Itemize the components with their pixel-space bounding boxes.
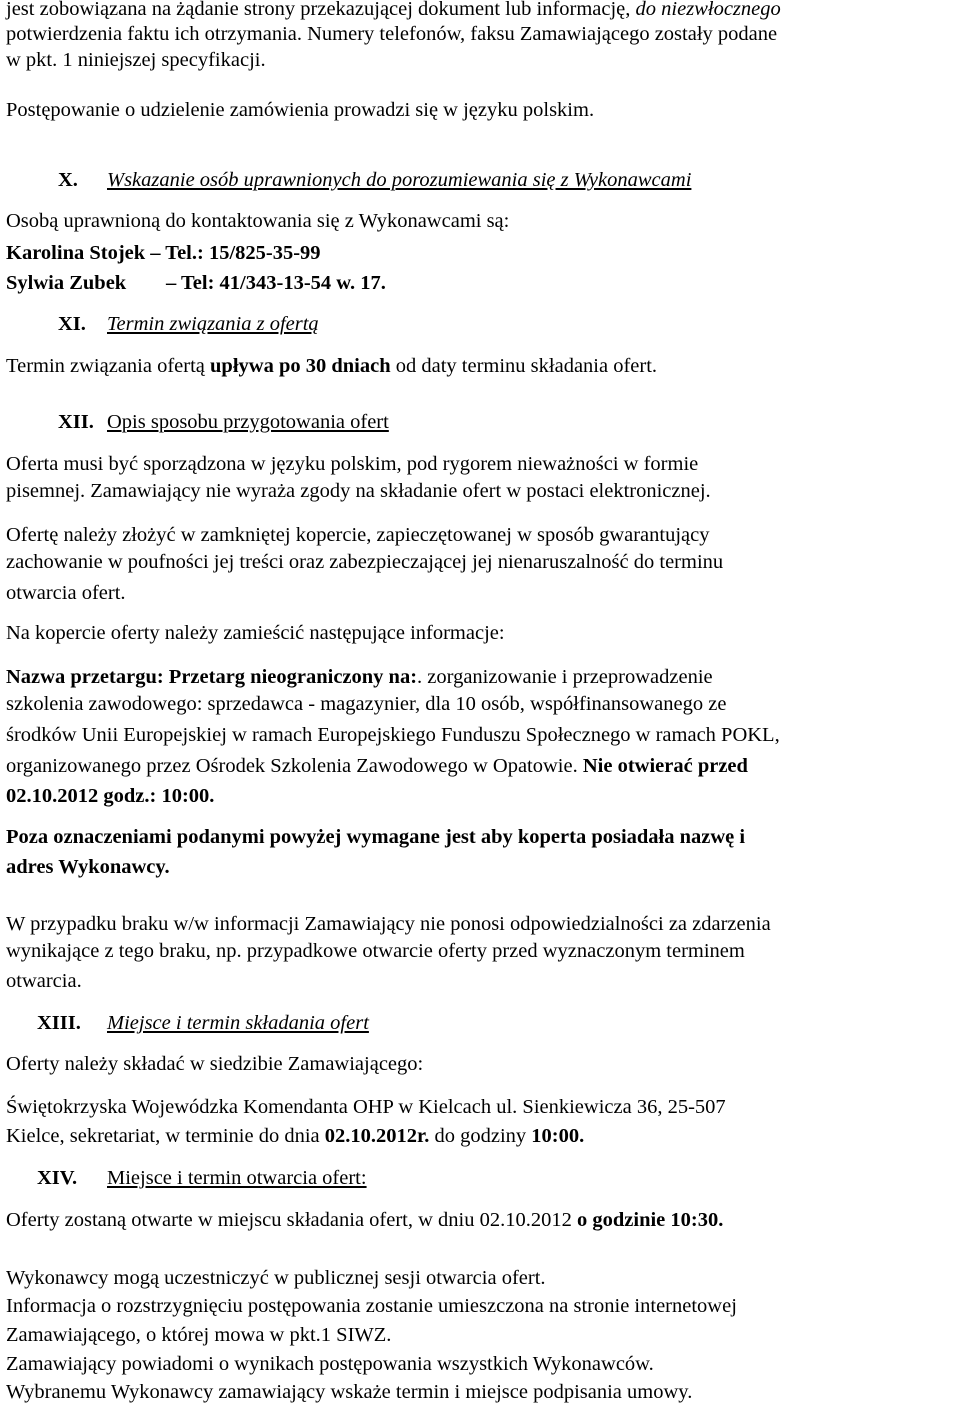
text-part: Termin związania ofertą [6, 355, 211, 377]
section-title: Miejsce i termin składania ofert [107, 1012, 369, 1034]
section-x-heading [58, 167, 691, 194]
intro-line-3: w pkt. 1 niniejszej specyfikacji. [6, 49, 266, 71]
text-emphasis: Nie otwierać przed [582, 755, 748, 777]
intro-line-4: Postępowanie o udzielenie zamówienia prowadzi się w języku polskim. [6, 99, 595, 121]
section-xii-p4-l1 [6, 664, 713, 691]
section-xi-text [6, 353, 657, 380]
text-part: od daty terminu składania ofert. [390, 355, 658, 377]
section-xiv-p4: Zamawiający powiadomi o wynikach postępowania wszystkich Wykonawców. [6, 1353, 654, 1375]
deadline-time: 10:00. [531, 1125, 585, 1147]
intro-text: jest zobowiązana na żądanie strony przekazującej dokument lub informację, [6, 0, 636, 20]
section-xii-p1-l2: pisemnej. Zamawiający nie wyraża zgody na składanie ofert w postaci elektronicznej. [6, 480, 711, 502]
text-part: do godziny [429, 1125, 532, 1147]
section-number: XII. [58, 411, 94, 433]
contact-1: Karolina Stojek – Tel.: 15/825-35-99 [6, 242, 321, 264]
section-xii-p5-l1: Poza oznaczeniami podanymi powyżej wymagane jest aby koperta posiadała nazwę i [6, 826, 746, 848]
text-part: organizowanego przez Ośrodek Szkolenia Zawodowego w Opatowie. [6, 755, 583, 777]
tender-name-text: . zorganizowanie i przeprowadzenie [417, 666, 713, 688]
section-number: XIII. [37, 1012, 81, 1034]
section-number: X. [58, 169, 78, 191]
deadline-date: 02.10.2012r. [324, 1125, 430, 1147]
section-xii-p5-l2: adres Wykonawcy. [6, 856, 170, 878]
intro-line-2: potwierdzenia faktu ich otrzymania. Numery telefonów, faksu Zamawiającego zostały podane [6, 23, 778, 45]
section-number: XIV. [37, 1167, 78, 1189]
section-title: Termin związania z ofertą [107, 313, 319, 335]
section-xiv-p3-l2: Zamawiającego, o której mowa w pkt.1 SIWZ. [6, 1324, 392, 1346]
tender-name-label: Nazwa przetargu: Przetarg nieograniczony na: [6, 666, 418, 688]
section-xiv-p3-l1: Informacja o rozstrzygnięciu postępowania zostanie umieszczona na stronie internetowej [6, 1295, 737, 1317]
section-xiii-heading [37, 1010, 369, 1037]
contact-2-phone: – Tel: 41/343-13-54 w. 17. [166, 272, 386, 294]
section-xii-p2-l3: otwarcia ofert. [6, 582, 126, 604]
text-part: Oferty zostaną otwarte w miejscu składania ofert, w dniu 02.10.2012 [6, 1209, 577, 1231]
section-xii-p6-l1: W przypadku braku w/w informacji Zamawiający nie ponosi odpowiedzialności za zdarzenia [6, 913, 771, 935]
text-emphasis: upływa po 30 dniach [210, 355, 391, 377]
text-part: Kielce, sekretariat, w terminie do dnia [6, 1125, 325, 1147]
section-xii-p4-l2: szkolenia zawodowego: sprzedawca - magazynier, dla 10 osób, współfinansowanego ze [6, 693, 727, 715]
section-number: XI. [58, 313, 86, 335]
section-xii-heading [58, 409, 389, 436]
intro-emphasis: do niezwłocznego [635, 0, 781, 20]
section-xii-p4-l3: środków Unii Europejskiej w ramach Europejskiego Funduszu Społecznego w ramach POKL, [6, 724, 780, 746]
section-xii-p4-l5: 02.10.2012 godz.: 10:00. [6, 785, 215, 807]
contact-2-name: Sylwia Zubek [6, 272, 127, 294]
section-xiv-p5: Wybranemu Wykonawcy zamawiający wskaże termin i miejsce podpisania umowy. [6, 1381, 693, 1403]
section-xi-heading [58, 311, 319, 338]
section-xiii-p2-l2 [6, 1123, 584, 1150]
section-xii-p6-l3: otwarcia. [6, 970, 82, 992]
section-xii-p2-l1: Ofertę należy złożyć w zamkniętej kopercie, zapieczętowanej w sposób gwarantujący [6, 524, 710, 546]
section-xiv-heading [37, 1165, 367, 1192]
section-xii-p6-l2: wynikające z tego braku, np. przypadkowe otwarcie oferty przed wyznaczonym terminem [6, 940, 745, 962]
contact-2 [6, 270, 386, 297]
opening-time: o godzinie 10:30. [577, 1209, 724, 1231]
section-xiv-p2: Wykonawcy mogą uczestniczyć w publicznej sesji otwarcia ofert. [6, 1267, 546, 1289]
section-xii-p3: Na kopercie oferty należy zamieścić następujące informacje: [6, 622, 505, 644]
section-xiv-p1 [6, 1207, 723, 1234]
section-xii-p2-l2: zachowanie w poufności jej treści oraz zabezpieczającej jej nienaruszalność do terminu [6, 551, 724, 573]
section-xii-p4-l4 [6, 753, 748, 780]
intro-line-1 [6, 0, 781, 23]
section-xii-p1-l1: Oferta musi być sporządzona w języku polskim, pod rygorem nieważności w formie [6, 453, 699, 475]
section-xiii-p1: Oferty należy składać w siedzibie Zamawiającego: [6, 1053, 424, 1075]
section-x-intro: Osobą uprawnioną do kontaktowania się z Wykonawcami są: [6, 210, 510, 232]
section-title: Opis sposobu przygotowania ofert [107, 411, 389, 433]
section-title: Wskazanie osób uprawnionych do porozumiewania się z Wykonawcami [107, 169, 692, 191]
section-title: Miejsce i termin otwarcia ofert: [107, 1167, 367, 1189]
section-xiii-p2-l1: Świętokrzyska Wojewódzka Komendanta OHP w Kielcach ul. Sienkiewicza 36, 25-507 [6, 1096, 726, 1118]
